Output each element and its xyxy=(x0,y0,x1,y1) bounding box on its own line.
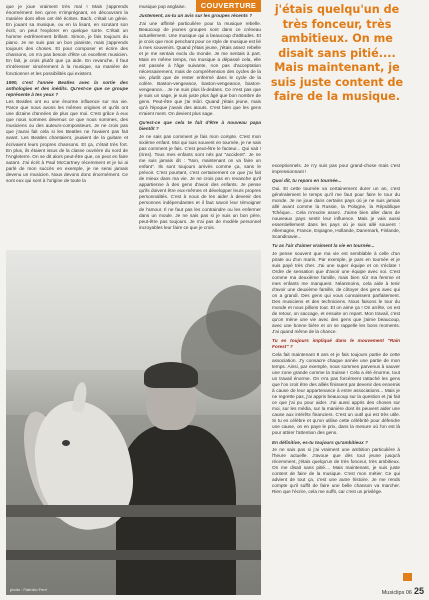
photo-credit: photo : Fabrizio Ferri xyxy=(10,587,47,592)
text-column-1 xyxy=(6,4,128,248)
interview-question: En définitive, es-tu toujours qu'ambitieux ? xyxy=(272,439,368,445)
interview-question: Tu as l'air d'aimer vraiment la vie en tournée... xyxy=(272,243,375,249)
page-footer xyxy=(360,586,424,596)
section-header: COUVERTURE xyxy=(196,0,261,11)
article-paragraph: musique pop anglaise. xyxy=(139,4,186,9)
page-number: 25 xyxy=(413,586,424,596)
article-paragraph: J'ai une affinité particulière pour la musique rebelle. Beaucoup de jeunes groupes sont dans ce créneau actuellement. Une musique qui a beaucoup d'attitudes. Et je crois que mon penchant pour ce style de musique est lié à mes souvenirs. Quand j'étais jeune, j'étais assez rebelle et je me sentais exclu du monde. Je me sentais à part. Mais en même temps, ma musique a dépassé cela, elle est passée à l'âge suivante, non pas d'acceptation nécessairement, mais de compréhension des cycles de la vie, plutôt que de rester enfermé dans le cycle de la colère. Baston-vengeance, baston-vengeance, baston-vengeance... Je ne suis plus là-dedans. Ce n'est pas que je suis un sage, je suis juste plus âgé que bon nombre de gens. Peut-être que j'ai mûri. Quand j'étais jeune, mais qu'à l'époque j'avais des atouts. C'est bien que les gens m'aient ment. On devient plus sage. xyxy=(139,20,261,117)
photo-fence xyxy=(6,550,261,560)
article-paragraph: Cela fait maintenant 8 ans et je fais toujours partie de cette association. J'y consacre chaque année une partie de mon temps. Ainsi, par exemple, nous sommes parvenus à sauver une zone grande comme la Suisse ! Cela a été énorme, tout un travail énorme. On m'a pas forcément rattaché les gens que l'on croit être des alliés finissent par devenir des ennemis à cause de leur appartenance à entre associations... Mais je ne regrette pas, j'ai appris beaucoup sur la question et j'ai fait ce que j'ai pu pour aider. J'ai aussi appris des choses sur moi, sur les média, sur la manière dont ils peuvent aider une cause aux intérêts financiers. C'est un outil qui est très utile. Si tu es célèbre et qu'on utilise cette célébrité pour défendre une cause, on en paye le prix, dans la mesure où l'on est là pour attirer l'attention des gens. xyxy=(272,351,400,436)
interview-question: Justement, as-tu un avis sur les groupes récents ? xyxy=(139,13,253,19)
text-column-2 xyxy=(139,4,261,248)
page-marker-square xyxy=(403,573,412,581)
text-column-3 xyxy=(272,163,400,590)
interview-question: Tu es toujours impliqué dans le mouvement "Rain Forest" ? xyxy=(272,338,400,350)
photo-man-hair xyxy=(144,362,198,388)
article-paragraph: exceptionnels. Je n'y suis pas pour grand-chose mais c'est impressionnant ! xyxy=(272,163,400,175)
interview-question: Quoi dit, tu repars en tournée... xyxy=(272,178,342,184)
article-paragraph: Je ne sais pas comment je fais mon compte. C'est mon sixième enfant. Moi qui suis souvent en tournée, je ne sais pas comment je fais. C'est peut-être le facteur... Qui sait ! (rires). Tous mes enfants sont nés par "accident". Je ne me suis jamais dit : "Non, maintenant on va faire un enfant". Ils sont toujours arrivés comme ça, sans le prévoir. C'est pourtant, c'est certainement ce que j'ai fait de mieux dans ma vie. Je ne crois pas en revanche qu'il appartienne à des gens d'avoir des enfants. Je pense qu'ils doivent être eux-mêmes et développer leurs propres personnalités. C'est à nous de les aider à devenir des personnes indépendantes et il faut savoir leur témoigner de l'amour. Il ne faut pas les contraindre ou les enfermer dans un moule. Je ne sais pas si je suis un bon père, peut-être pas toujours. Je n'ai pas de modèle personnel incroyables leur faire ce que je crois. xyxy=(139,133,261,230)
article-paragraph: Les Beatles ont eu une énorme influence sur ma vie. Parce que nous avons les mêmes origines et qu'ils ont une dizaine d'années de plus que moi. C'est grâce à eux que nous sommes devenus ce que nous sommes, des musiciens ou des auteurs-compositeurs. Je ne crois pas que j'aurai fait cela si les Beatles ne l'avaient pas fait avant. Les Beatles chantaient, jouaient de la guitare et écrivaient leurs propres chansons. Et ça, c'était très fort. En plus, ils étaient issus de la classe ouvrière du nord de l'Angleterre. On se dit alors peut-être que, on peut en faire autant. J'ai écrit à Paul McCartney récemment et je lui ai parlé de mon succès en exemple, je ne serai jamais devenu un musicien. Nous devons donc énormément. Ce sont eux qui sont à l'origine de toute la xyxy=(6,99,128,183)
article-paragraph: Oui. Et cette tournée va certainement durer un an, c'est généralement le temps qu'il me faut pour faire le tour du monde. Je ne joue dans certains pays où je ne suis jamais allé avant comme la Russie, la Pologne, la République Tchèque... Cela m'excite assez. J'aime bien aller dans de nouveaux pays sentir leur influence. Mais je vais aussi essentiellement dans les pays où je suis allé souvent : Allemagne, France, Espagne, Hollande, Danemark, Finlande, Scandinavie... xyxy=(272,185,400,240)
magazine-name: Musiclips 06 xyxy=(381,590,412,596)
article-paragraph: Je ne sais pas si j'ai vraiment une ambition particulière à l'heure actuelle. J'avoue que dès tout jeune jusqu'à récemment, j'étais quelqu'un de très fonceur, très ambitieux. On me disait sans pitié.... Mais maintenant, je suis juste content de faire de la musique. C'est mon métier. Ce qui advient de tout ça, c'est une autre histoire. Je me rends compte qu'il suffit de faire une belle chanson va marcher. Rien que l'écrire, cela me suffit, car c'est un privilège. xyxy=(272,447,400,495)
photo-horse-eye xyxy=(62,440,70,446)
interview-question: Qu'est-ce que cela te fait d'être à nouveau papa bientôt ? xyxy=(139,120,261,132)
article-paragraph: que je joue vraiment très mal ! Mais j'apprends énormément rien qu'en m'imprégnant, en découvrant la manière dont elles ont été écrites. Bach, c'était un génie. En jouant sa musique, ou en la lisant, en scrutant son écrit, on peut l'explorer en quelque sorte. C'était un homme extrêmement brillant. Simon, je fais toujours du piano. Je ne suis pas un bon pianiste, mais j'apprends toujours des choses. Et pour composer et écrire des chansons, on n'a pas besoin d'être un excellent musicien. En fait, je crois plutôt que ça aide. En revanche, il faut s'intéresser sincèrement à la musique, sa manière de fonctionner et les possibilités qui existent. xyxy=(6,4,128,76)
interview-question: 1990, c'est l'année Beatles avec la sortie des anthologies et des inédits. Qu'est-ce que ce groupe représente à tes yeux ? xyxy=(6,79,128,97)
portrait-photo xyxy=(6,250,261,595)
pull-quote: j'étais quelqu'un de très fonceur, très ambitieux. On me disait sans pitié.... Mais maintenant, je suis juste content de faire de la musique. xyxy=(270,3,404,103)
article-paragraph: Je pense souvent que ma vie est semblable à celle d'un pirate ou d'un marin. Par exemple, je pars en tournée et je suis payé très cher. J'ai une super équipe et on s'éclate ! Ordre de sensation que d'avoir une équipe avec soi. C'est comme ma deuxième famille, mais bien sûr ma femme et mes enfants me manquent. Néanmoins, cela aide à tenir d'avoir une deuxième famille, de côtoyer des gens avec qui on a grandi. Des gens qui vous connaissent parfaitement. Des musiciens et des techniciens. Nous faisons le tour du monde et nous pillons tout. Et on aime ça ! On arrête, on est de retour, on saccage, et ensuite on repart. Mon travail, c'est qu'on mène une vie avec des gens que j'aime beaucoup, avec une bonne bière et on se rappelle les bons moments. J'ai quand même de la chance. xyxy=(272,250,400,335)
photo-fence xyxy=(6,505,261,517)
